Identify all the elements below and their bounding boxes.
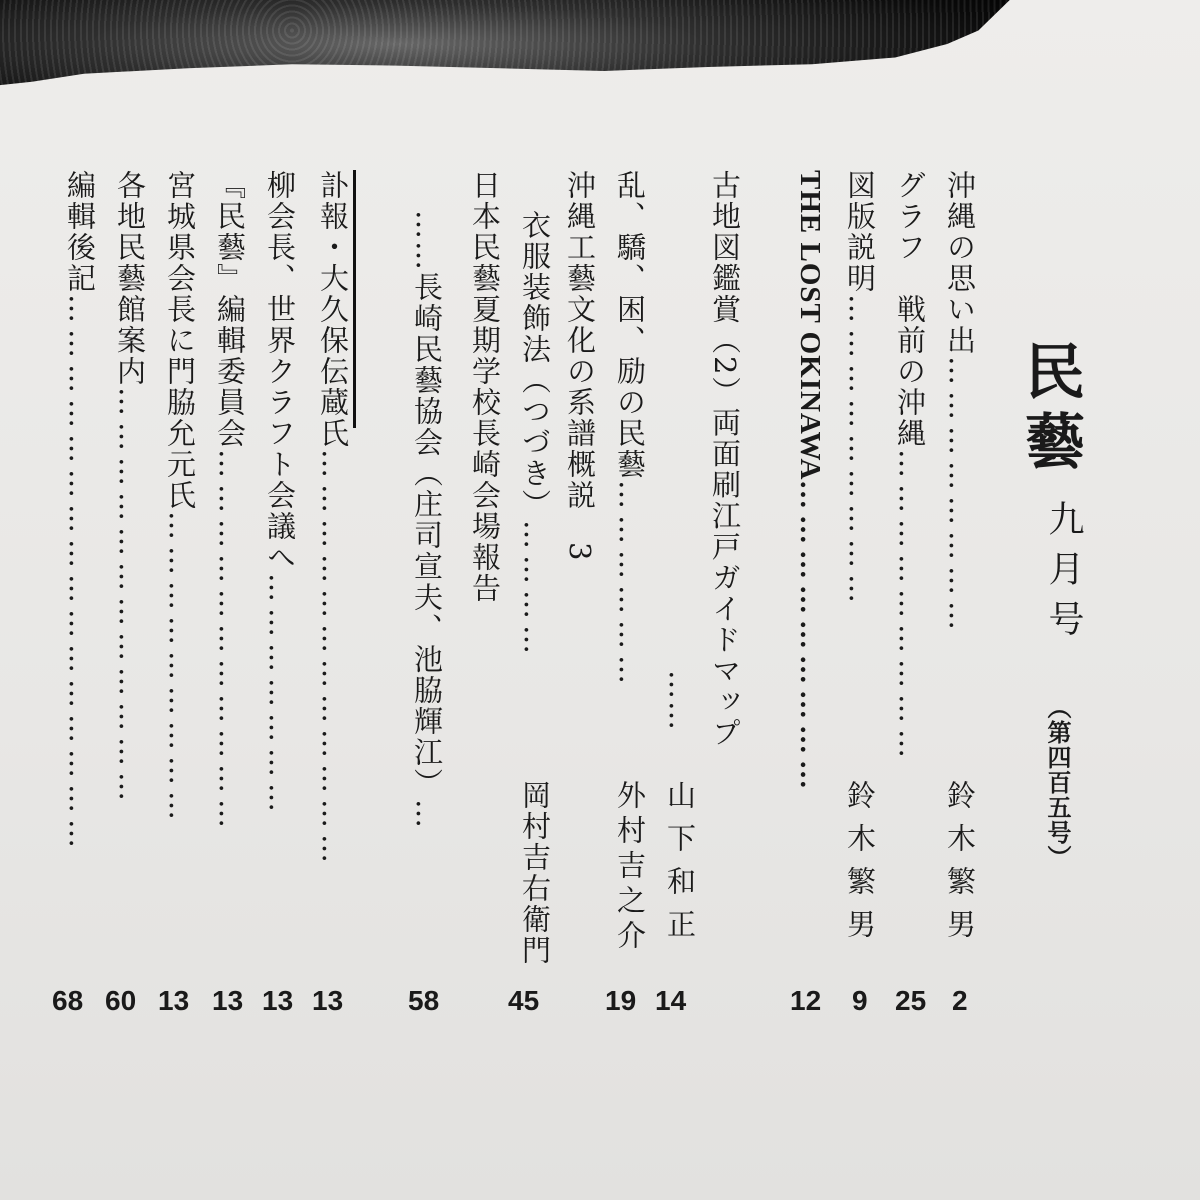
toc-page: 13 xyxy=(262,985,294,1016)
toc-title: 編輯後記 xyxy=(63,170,97,294)
toc-entry xyxy=(163,170,197,826)
toc-entry xyxy=(518,210,552,660)
toc-leader: ……………………………… xyxy=(113,387,147,807)
toc-author: 岡村吉右衛門 xyxy=(518,780,552,966)
toc-leader: … xyxy=(410,799,444,834)
toc-entry xyxy=(410,210,444,834)
toc-author: 鈴木繁男 xyxy=(943,780,977,952)
toc-page: 45 xyxy=(508,985,540,1016)
toc-page: 13 xyxy=(212,985,244,1016)
toc-entry xyxy=(563,170,597,563)
toc-title: ……長崎民藝協会（庄司宣夫、池脇輝江） xyxy=(410,210,444,799)
toc-author: 外村吉之介 xyxy=(613,780,647,955)
bleed-through-text xyxy=(1140,110,1174,148)
toc-entry xyxy=(263,170,297,818)
toc-leader: ………………… xyxy=(263,573,297,818)
toc-author: 鈴木繁男 xyxy=(843,780,877,952)
toc-title: 乱、驕、困、励の民藝 xyxy=(613,170,647,480)
toc-title: 古地図鑑賞（2）両面刷江戸ガイドマップ xyxy=(708,170,742,749)
toc-leader: …… xyxy=(663,670,697,732)
toc-leader: ……………… xyxy=(613,480,647,690)
toc-page: 25 xyxy=(895,985,927,1016)
toc-title: 図版説明 xyxy=(843,170,877,294)
toc-entry xyxy=(843,170,877,609)
toc-entry xyxy=(795,170,824,795)
toc-title: 沖縄工藝文化の系譜概説 3 xyxy=(563,170,597,563)
toc-title: 『民藝』編輯委員会 xyxy=(213,170,247,449)
divider-rule xyxy=(353,170,356,428)
toc-page: 19 xyxy=(605,985,637,1016)
toc-entry xyxy=(893,170,927,764)
toc-entry xyxy=(113,170,147,807)
toc-leader: ……………………………… xyxy=(316,449,350,869)
toc-title: 各地民藝館案内 xyxy=(113,170,147,387)
toc-author: 山下和正 xyxy=(663,780,697,952)
toc-leader: ……………………… xyxy=(843,294,877,609)
toc-entry xyxy=(213,170,247,834)
toc-page: 2 xyxy=(952,985,968,1016)
toc-page: 14 xyxy=(655,985,687,1016)
toc-title: 沖縄の思い出 xyxy=(943,170,977,356)
issue-label: 九月号 xyxy=(1043,500,1084,650)
toc-page: 68 xyxy=(52,985,84,1016)
toc-leader: ……………………… xyxy=(794,480,826,796)
toc-title: 柳会長、世界クラフト会議へ xyxy=(263,170,297,573)
toc-entry xyxy=(468,170,502,604)
toc-page: 9 xyxy=(852,985,868,1016)
toc-entry xyxy=(708,170,742,749)
toc-entry xyxy=(943,170,977,636)
toc-page: 58 xyxy=(408,985,440,1016)
issue-number: （第四百五号） xyxy=(1043,695,1072,870)
toc-title: THE LOST OKINAWA xyxy=(794,170,826,481)
toc-title: 宮城県会長に門脇允元氏 xyxy=(163,170,197,511)
toc-page: 13 xyxy=(312,985,344,1016)
bleed-through-text xyxy=(1030,110,1064,148)
toc-title: グラフ 戦前の沖縄 xyxy=(893,170,927,449)
toc-leader: ………………………………………… xyxy=(63,294,97,854)
toc-leader: ………… xyxy=(518,520,552,660)
magazine-title-char-1: 民 xyxy=(1025,338,1085,408)
toc-leader: ……………………… xyxy=(893,449,927,764)
toc-page: 12 xyxy=(790,985,822,1016)
toc-page: 60 xyxy=(105,985,137,1016)
cover-photo xyxy=(0,0,1020,125)
magazine-title-char-2: 藝 xyxy=(1025,408,1085,478)
toc-title: 日本民藝夏期学校長崎会場報告 xyxy=(468,170,502,604)
toc-leader: …………………………… xyxy=(213,449,247,834)
toc-leader: …………………… xyxy=(943,356,977,636)
toc-title: 衣服装飾法（つづき） xyxy=(518,210,552,520)
toc-leader: ……………………… xyxy=(163,511,197,826)
toc-entry xyxy=(613,170,647,690)
toc-page: 13 xyxy=(158,985,190,1016)
toc-title: 訃報・大久保伝蔵氏 xyxy=(316,170,350,449)
bleed-through-text xyxy=(1080,110,1114,148)
toc-entry xyxy=(316,170,350,869)
toc-entry xyxy=(63,170,97,854)
